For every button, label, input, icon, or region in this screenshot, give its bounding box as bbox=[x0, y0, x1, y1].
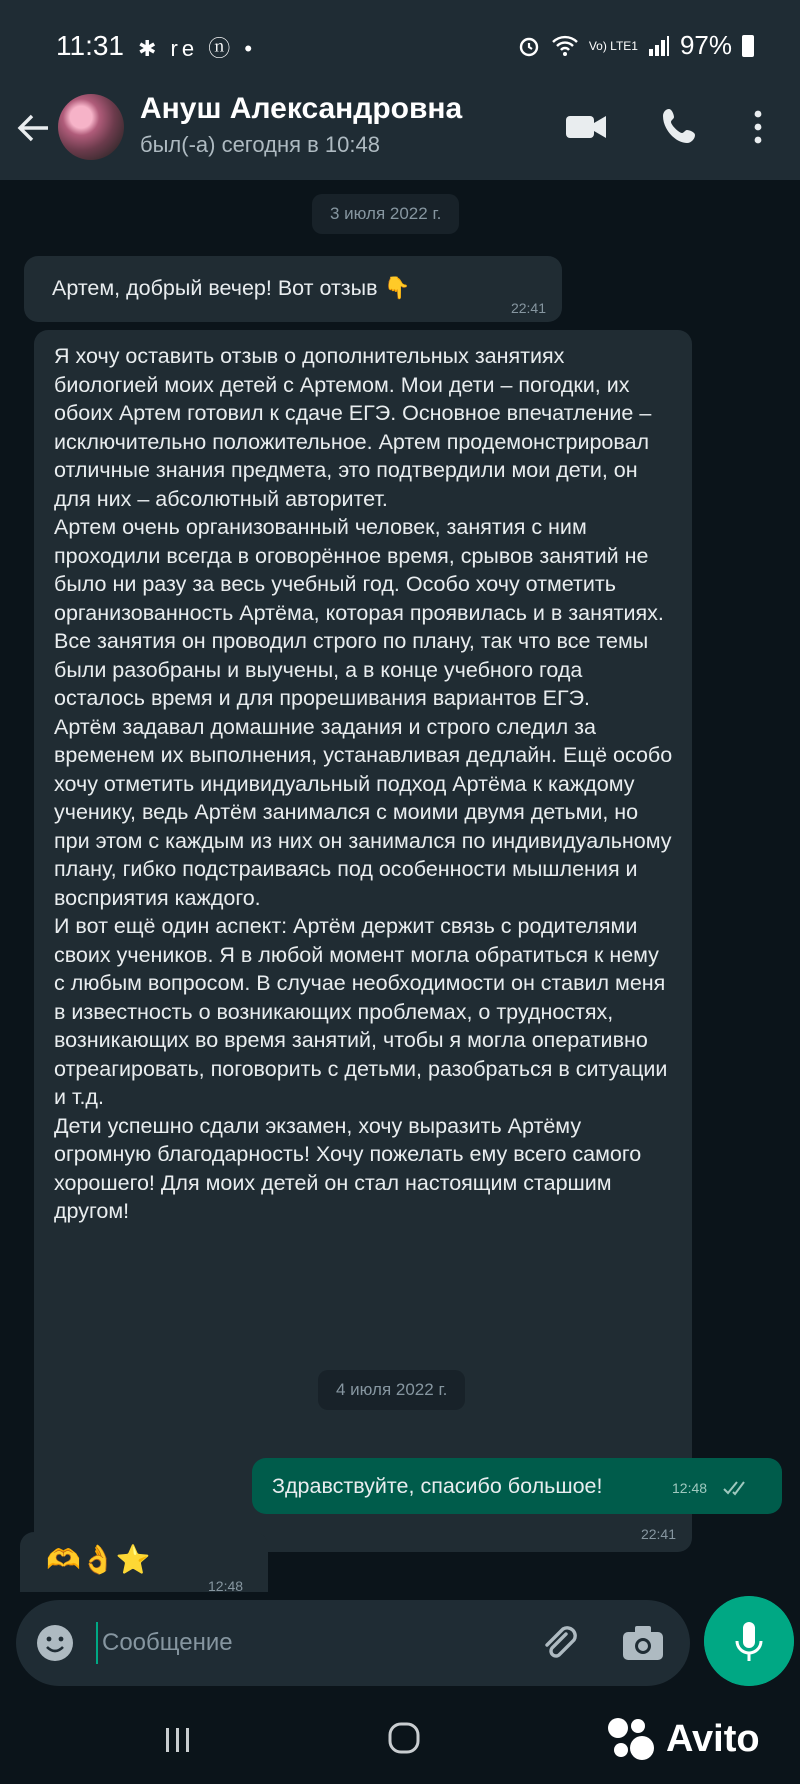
message-time: 22:41 bbox=[510, 300, 546, 316]
more-vert-icon[interactable] bbox=[736, 100, 780, 154]
message-text: 🫶👌⭐ bbox=[46, 1544, 151, 1575]
mic-icon[interactable] bbox=[704, 1596, 794, 1686]
alarm-icon bbox=[517, 34, 541, 58]
avatar[interactable] bbox=[58, 94, 124, 160]
phone-icon[interactable] bbox=[654, 100, 708, 154]
contact-name[interactable]: Ануш Александровна bbox=[140, 92, 463, 125]
message-input[interactable]: Сообщение bbox=[96, 1622, 522, 1664]
avito-logo-icon bbox=[604, 1714, 658, 1764]
message-outgoing[interactable] bbox=[252, 1458, 782, 1514]
home-icon[interactable] bbox=[384, 1718, 424, 1758]
status-notification-icons: ✱ re ⓝ • bbox=[138, 36, 257, 61]
camera-icon[interactable] bbox=[620, 1622, 666, 1664]
message-time: 12:48 bbox=[672, 1480, 708, 1496]
emoji-icon[interactable] bbox=[34, 1622, 76, 1664]
battery-icon bbox=[742, 35, 754, 57]
status-bar bbox=[0, 0, 800, 90]
message-time: 12:48 bbox=[208, 1578, 244, 1594]
battery-percent: 97% bbox=[679, 30, 732, 60]
wifi-icon bbox=[551, 34, 579, 58]
attach-icon[interactable] bbox=[536, 1620, 582, 1666]
network-label: Vo) LTE1 bbox=[588, 38, 638, 53]
message-incoming-review[interactable] bbox=[34, 330, 692, 1552]
message-time: 22:41 bbox=[640, 1526, 676, 1542]
message-incoming[interactable] bbox=[20, 1532, 268, 1592]
date-divider: 4 июля 2022 г. bbox=[318, 1370, 465, 1410]
message-composer bbox=[16, 1600, 690, 1686]
status-time: 11:31 bbox=[56, 30, 124, 61]
contact-last-seen: был(-а) сегодня в 10:48 bbox=[140, 132, 380, 157]
status-right bbox=[517, 30, 754, 61]
back-arrow-icon[interactable] bbox=[14, 108, 54, 148]
message-text: Артем, добрый вечер! Вот отзыв 👇 bbox=[52, 276, 411, 300]
chat-area[interactable] bbox=[0, 180, 800, 1592]
read-receipt-icon bbox=[722, 1480, 750, 1496]
system-nav-bar bbox=[0, 1700, 800, 1784]
message-incoming[interactable] bbox=[24, 256, 562, 322]
avito-wordmark: Avito bbox=[666, 1717, 760, 1760]
video-call-icon[interactable] bbox=[560, 100, 614, 154]
avito-watermark bbox=[604, 1714, 760, 1764]
date-divider: 3 июля 2022 г. bbox=[312, 194, 459, 234]
message-text: Здравствуйте, спасибо большое! bbox=[272, 1474, 603, 1498]
message-text: Я хочу оставить отзыв о дополнительных занятиях биологией моих детей с Артемом. Мои дети – погодки, их обоих Артем готовил к сдаче ЕГЭ. Основное впечатление – исключительно положительное. Артем продемонстрировал отличные знания предмета, это подтвердили мои дети, он для них – абсолютный авторитет. Артем очень организованный человек, занятия с ним проходили всегда в оговорённое время, срывов занятий не было ни разу за весь учебный год. Особо хочу отметить организованность Артёма, которая проявилась и в занятиях. Все занятия он проводил строго по плану, так что все темы были разобраны и выучены, а в конце учебного года осталось время и для прорешивания вариантов ЕГЭ. Артём задавал домашние задания и строго следил за временем их выполнения, устанавливая дедлайн. Ещё особо хочу отметить индивидуальный подход Артёма к каждому ученику, ведь Артём занимался с моими двумя детьми, но при этом с каждым из них он занимался по индивидуальному плану, гибко подстраиваясь под особенности мышления и восприятия каждого. И вот ещё один аспект: Артём держит связь с родителями своих учеников. Я в любой момент могла обратиться к нему с любым вопросом. В случае необходимости он ставил меня в известность о возникающих проблемах, о трудностях, возникающих во время занятий, чтобы я могла оперативно отреагировать, поговорить с детьми, разобраться в ситуации и т.д. Дети успешно сдали экзамен, хочу выразить Артёму огромную благодарность! Хочу пожелать ему всего самого хорошего! Для моих детей он стал настоящим старшим другом! bbox=[54, 344, 673, 1223]
signal-icon bbox=[648, 35, 670, 57]
chat-header bbox=[0, 90, 800, 180]
recent-apps-icon[interactable] bbox=[160, 1722, 196, 1758]
